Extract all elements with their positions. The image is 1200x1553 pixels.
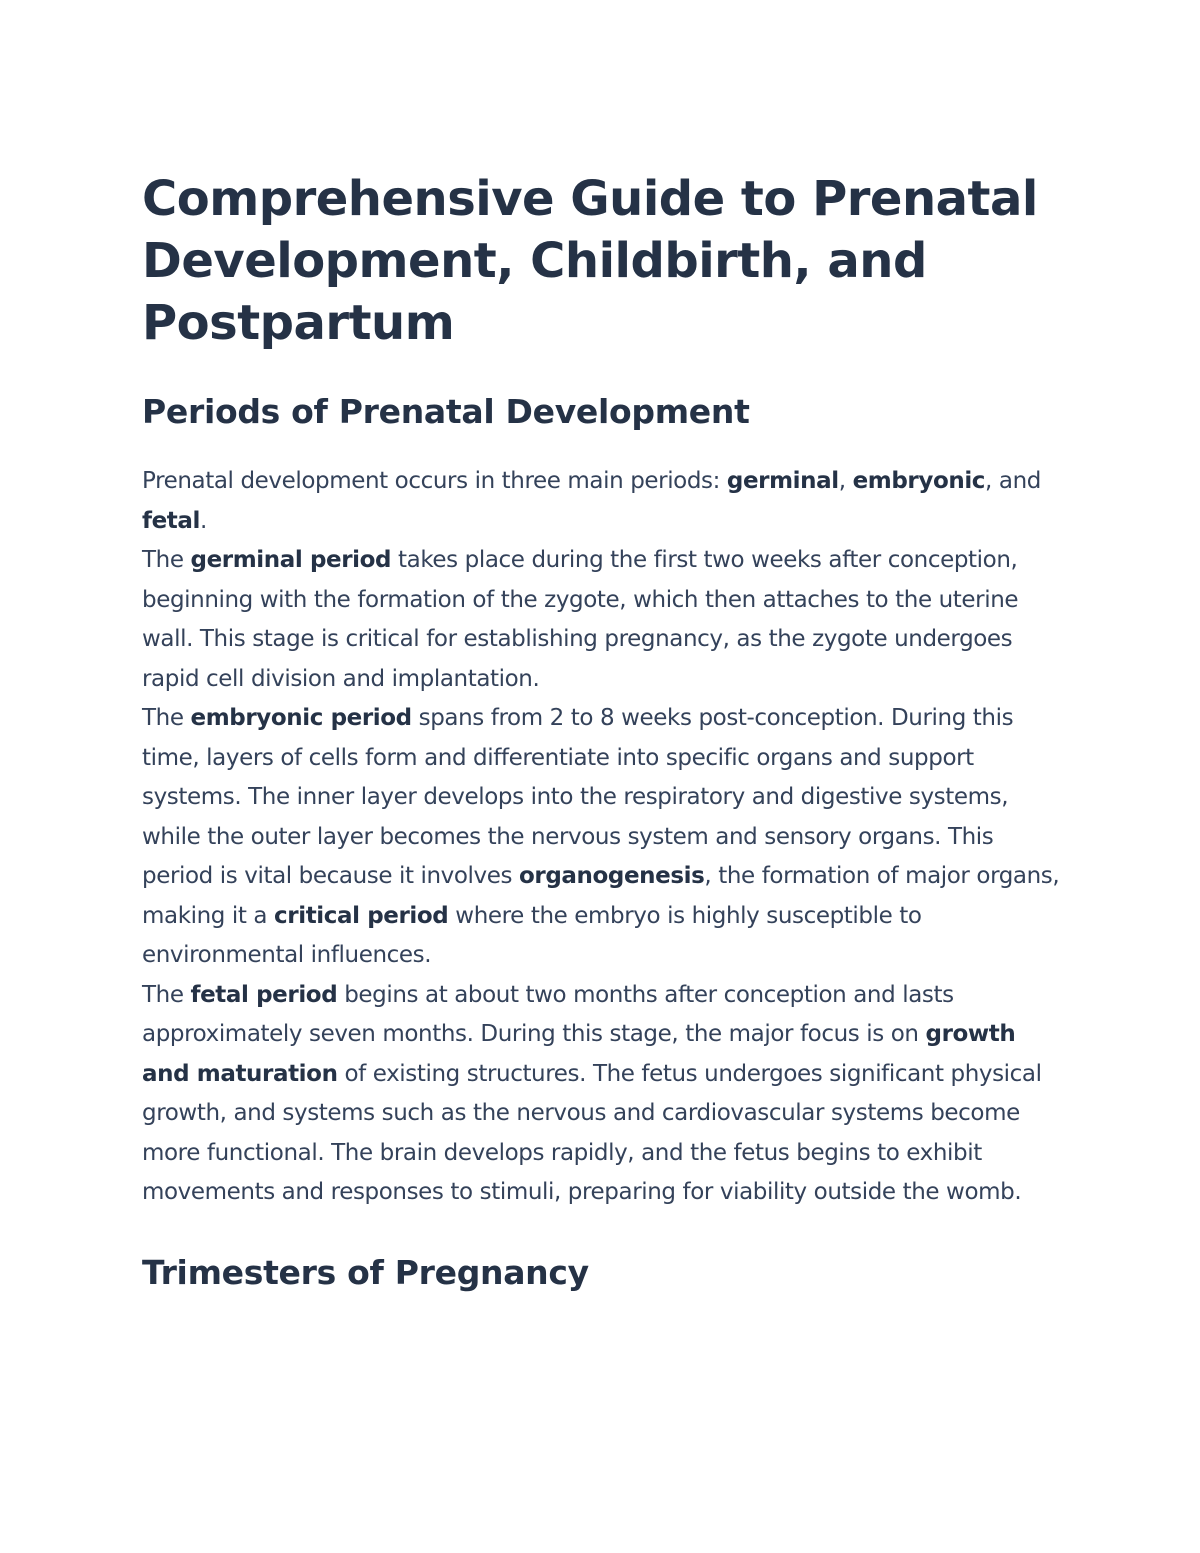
document-title: Comprehensive Guide to Prenatal Development, Childbirth, and Postpartum — [142, 171, 1038, 351]
paragraph-fetal-period — [142, 976, 1062, 1213]
document-page — [142, 168, 1062, 1295]
bold-term-fetal-period: fetal period — [190, 981, 338, 1008]
text-run: The — [142, 705, 191, 731]
text-run: takes place during the first two weeks after conception, beginning with the formation of the zygote, which then attaches to the uterine wall. This stage is critical for establishing pregnancy, as the zygote undergoes rapid cell division and implantation. — [142, 547, 1019, 692]
bold-term-germinal-period: germinal period — [190, 547, 392, 573]
section-body-periods — [142, 462, 1062, 1213]
text-run: The — [142, 547, 191, 573]
section-heading-trimesters: Trimesters of Pregnancy — [142, 1252, 589, 1292]
bold-term-critical-period: critical period — [274, 902, 449, 929]
bold-term-germinal: germinal — [726, 468, 839, 494]
text-run: , and — [985, 468, 1041, 494]
bold-term-growth-and-maturation: growth and maturation — [142, 1021, 1016, 1087]
text-run: . — [200, 507, 207, 534]
text-run: The — [142, 981, 191, 1008]
section-heading-periods: Periods of Prenatal Development — [142, 392, 750, 431]
text-run: Prenatal development occurs in three main periods: — [142, 468, 727, 494]
paragraph-intro — [142, 462, 1062, 541]
text-run: of existing structures. The fetus undergoes significant physical growth, and systems such as the nervous and cardiovascular systems become more functional. The brain develops rapidly, and the fetus begins to exhibit movements and responses to stimuli, preparing for viability outside the womb. — [142, 1060, 1042, 1205]
text-run: where the embryo is highly susceptible to environmental influences. — [142, 902, 922, 968]
text-run: , — [838, 468, 853, 494]
text-run: spans from 2 to 8 weeks post-conception. During this time, layers of cells form and differentiate into specific organs and support systems. The inner layer develops into the respiratory and digestive systems, while the outer layer becomes the nervous system and sensory organs. This period is vital because it involves — [142, 705, 1014, 889]
bold-term-embryonic: embryonic — [852, 468, 986, 494]
bold-term-organogenesis: organogenesis — [519, 863, 705, 889]
text-run: begins at about two months after conception and lasts approximately seven months. During this stage, the major focus is on — [142, 981, 954, 1047]
bold-term-fetal: fetal — [142, 507, 201, 534]
bold-term-embryonic-period: embryonic period — [190, 705, 412, 731]
paragraph-germinal-period — [142, 541, 1062, 699]
paragraph-embryonic-period — [142, 699, 1062, 976]
text-run: , the formation of major organs, making it a — [142, 863, 1060, 929]
